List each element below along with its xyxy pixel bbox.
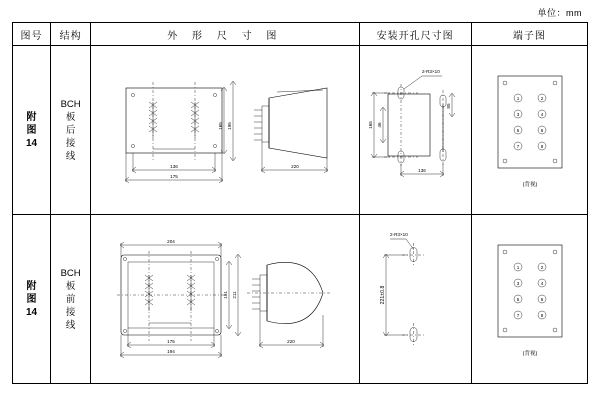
outline-drawing-2 [91, 215, 359, 381]
structure-char: 接 [65, 137, 76, 149]
outline-drawing-1 [91, 46, 359, 212]
terminal-number: 8 [540, 144, 544, 150]
structure-char: 板 [65, 280, 76, 292]
terminal-number: 2 [540, 96, 544, 102]
mounting-drawing-cell-1 [359, 46, 471, 215]
figure-no-cell-2 [13, 215, 51, 384]
terminal-drawing-2 [472, 215, 588, 381]
terminal-number: 5 [516, 297, 520, 303]
unit-note: 单位：mm [537, 8, 582, 18]
dim-165: 165 [218, 122, 224, 130]
structure-char: 线 [65, 150, 76, 162]
terminal-number: 6 [540, 128, 544, 134]
mounting-drawing-cell-2 [359, 215, 471, 384]
figure-no-char: 图 [26, 293, 37, 305]
figure-no-text-1 [13, 46, 50, 214]
terminal-number: 7 [516, 144, 520, 150]
terminal-note-2: (背视) [522, 351, 538, 358]
terminal-drawing-cell-1 [471, 46, 587, 215]
header-outline: 外 形 尺 寸 图 [91, 23, 359, 46]
dim-165-mount: 165 [367, 121, 373, 129]
figure-no-char: 14 [25, 306, 38, 318]
structure-char: BCH [60, 267, 81, 279]
structure-cell-1 [51, 46, 91, 215]
figure-no-text-2 [13, 215, 50, 383]
outline-drawing-cell-1 [91, 46, 359, 215]
figure-no-cell-1 [13, 46, 51, 215]
structure-char: BCH [60, 98, 81, 110]
dim-136: 136 [170, 164, 178, 170]
header-terminal: 端子图 [471, 23, 587, 46]
terminal-number: 7 [516, 313, 520, 319]
header-mounting: 安装开孔尺寸图 [359, 23, 471, 46]
terminal-number: 6 [540, 297, 544, 303]
structure-text-1 [51, 46, 90, 214]
dim-136-mount: 136 [417, 168, 426, 174]
dim-46: 46 [376, 122, 382, 128]
table-header-row [13, 23, 588, 46]
structure-text-2 [51, 215, 90, 383]
dim-175-r2: 175 [167, 339, 175, 345]
terminal-number: 1 [516, 265, 520, 271]
hole-label-2: 2-R3×10 [389, 232, 408, 238]
structure-char: 后 [65, 124, 76, 136]
dim-191: 191 [223, 291, 229, 299]
terminal-number: 1 [516, 96, 520, 102]
terminal-drawing-1 [472, 46, 588, 212]
dim-220-r2: 220 [287, 339, 295, 345]
terminal-number: 2 [540, 265, 544, 271]
dim-204: 204 [167, 239, 175, 245]
terminal-number: 3 [516, 112, 520, 118]
dim-220: 220 [291, 164, 299, 170]
structure-cell-2 [51, 215, 91, 384]
header-figure-no: 图号 [13, 23, 51, 46]
structure-char: 板 [65, 111, 76, 123]
dim-211: 211 [232, 291, 238, 299]
dim-195: 195 [227, 122, 233, 130]
structure-char: 前 [65, 293, 76, 305]
figure-no-char: 14 [25, 137, 38, 149]
terminal-number: 3 [516, 281, 520, 287]
terminal-note-1: (背视) [522, 182, 538, 189]
dimension-table [12, 22, 588, 384]
terminal-drawing-cell-2 [471, 215, 587, 384]
hole-label-1: 2-R3×10 [421, 69, 440, 75]
figure-no-char: 附 [26, 280, 37, 292]
header-structure: 结构 [51, 23, 91, 46]
dim-194: 194 [167, 349, 175, 355]
dim-85: 85 [445, 103, 451, 109]
figure-no-char: 附 [26, 111, 37, 123]
structure-char: 接 [65, 306, 76, 318]
mounting-drawing-2 [360, 215, 472, 381]
dim-175: 175 [170, 174, 178, 180]
table-row [13, 215, 588, 384]
terminal-number: 8 [540, 313, 544, 319]
terminal-number: 4 [540, 281, 544, 287]
figure-no-char: 图 [26, 124, 37, 136]
terminal-number: 5 [516, 128, 520, 134]
dim-221: 221±0.8 [379, 285, 386, 305]
mounting-drawing-1 [360, 46, 472, 212]
terminal-number: 4 [540, 112, 544, 118]
outline-drawing-cell-2 [91, 215, 359, 384]
table-row [13, 46, 588, 215]
structure-char: 线 [65, 319, 76, 331]
